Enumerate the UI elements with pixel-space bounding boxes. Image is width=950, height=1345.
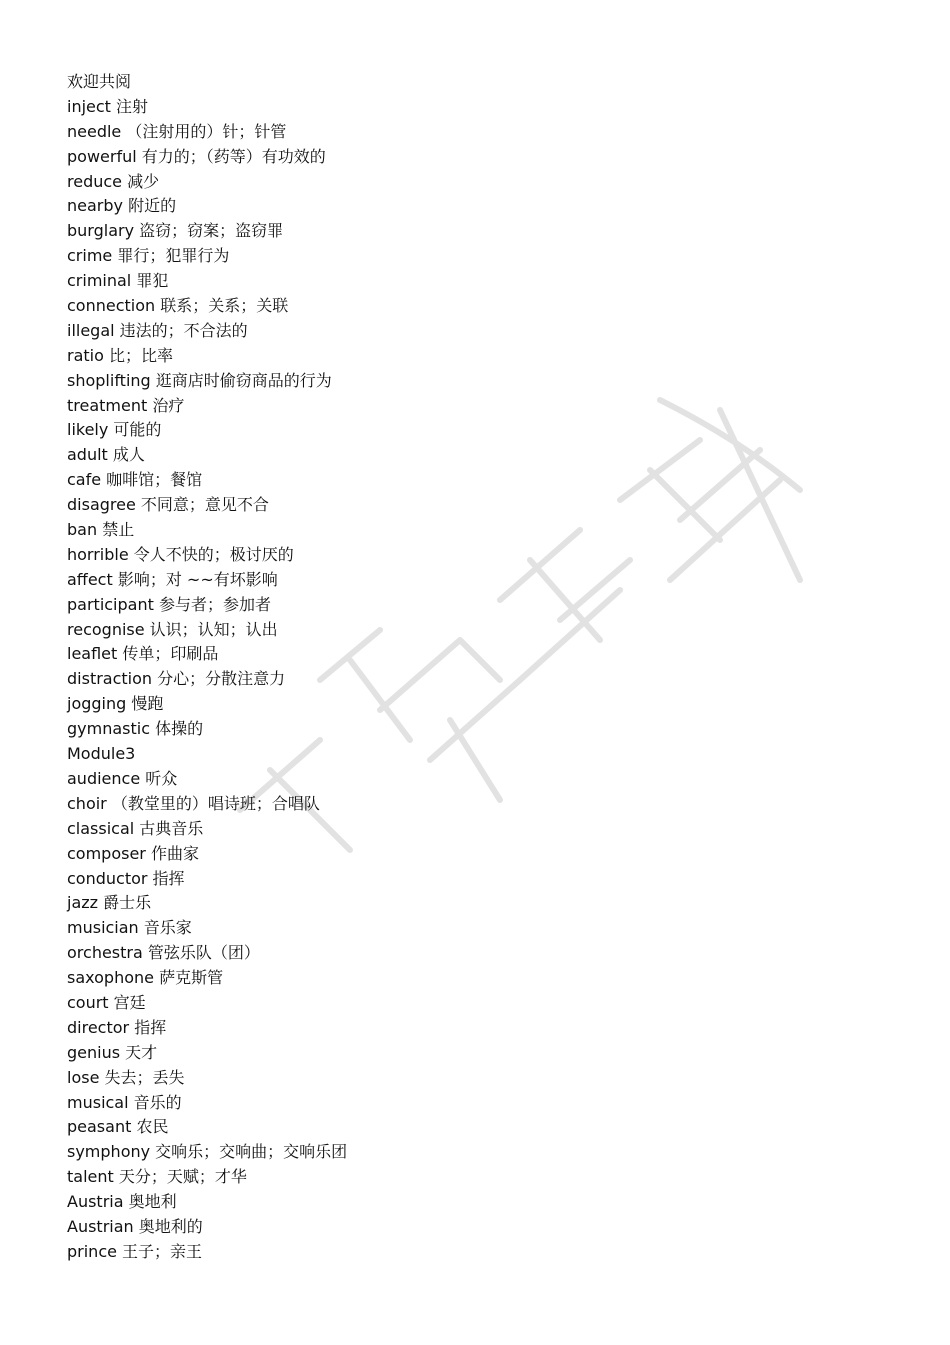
list-item: choir （教堂里的）唱诗班；合唱队: [67, 793, 320, 813]
vocabulary-list: [67, 70, 347, 1265]
list-item: talent 天分；天赋；才华: [67, 1167, 247, 1187]
list-item: gymnastic 体操的: [67, 719, 204, 739]
list-item: conductor 指挥: [67, 868, 185, 888]
list-item: treatment 治疗: [67, 395, 185, 415]
list-item: orchestra 管弦乐队（团）: [67, 943, 260, 963]
list-item: musical 音乐的: [67, 1092, 182, 1112]
list-item: musician 音乐家: [67, 918, 192, 938]
list-item: Austrian 奥地利的: [67, 1216, 203, 1236]
list-item: adult 成人: [67, 445, 145, 465]
list-item: court 宫廷: [67, 992, 146, 1012]
list-item: horrible 令人不快的；极讨厌的: [67, 544, 294, 564]
list-item: leaflet 传单；印刷品: [67, 644, 219, 664]
list-item: criminal 罪犯: [67, 271, 169, 291]
list-item: 欢迎共阅: [67, 72, 132, 91]
list-item: ratio 比；比率: [67, 345, 173, 365]
list-item: cafe 咖啡馆；餐馆: [67, 470, 203, 490]
list-item: genius 天才: [67, 1042, 158, 1062]
list-item: crime 罪行；犯罪行为: [67, 246, 230, 266]
list-item: prince 王子；亲王: [67, 1241, 203, 1261]
list-item: inject 注射: [67, 96, 149, 116]
list-item: Austria 奥地利: [67, 1192, 177, 1212]
list-item: peasant 农民: [67, 1117, 169, 1137]
list-item: illegal 违法的；不合法的: [67, 320, 248, 340]
list-item: composer 作曲家: [67, 843, 199, 863]
list-item: needle （注射用的）针；针管: [67, 121, 287, 141]
list-item: audience 听众: [67, 768, 178, 788]
list-item: powerful 有力的；（药等）有功效的: [67, 146, 326, 166]
list-item: likely 可能的: [67, 420, 162, 440]
list-item: symphony 交响乐；交响曲；交响乐团: [67, 1142, 348, 1162]
list-item: ban 禁止: [67, 520, 135, 540]
list-item: lose 失去；丢失: [67, 1067, 185, 1087]
list-item: classical 古典音乐: [67, 818, 204, 838]
list-item: burglary 盗窃；窃案；盗窃罪: [67, 221, 284, 241]
list-item: shoplifting 逛商店时偷窃商品的行为: [67, 370, 332, 390]
list-item: affect 影响；对 ~~有坏影响: [67, 569, 278, 589]
list-item: connection 联系；关系；关联: [67, 296, 289, 316]
list-item: disagree 不同意；意见不合: [67, 495, 269, 515]
list-item: reduce 减少: [67, 171, 160, 191]
list-item: director 指挥: [67, 1017, 167, 1037]
list-item: recognise 认识；认知；认出: [67, 619, 278, 639]
list-item: nearby 附近的: [67, 196, 177, 216]
list-item: participant 参与者；参加者: [67, 594, 271, 614]
list-item: jazz 爵士乐: [67, 893, 152, 913]
list-item: jogging 慢跑: [67, 694, 164, 714]
list-item: saxophone 萨克斯管: [67, 968, 224, 988]
section-heading: Module3: [67, 744, 136, 764]
list-item: distraction 分心；分散注意力: [67, 669, 286, 689]
